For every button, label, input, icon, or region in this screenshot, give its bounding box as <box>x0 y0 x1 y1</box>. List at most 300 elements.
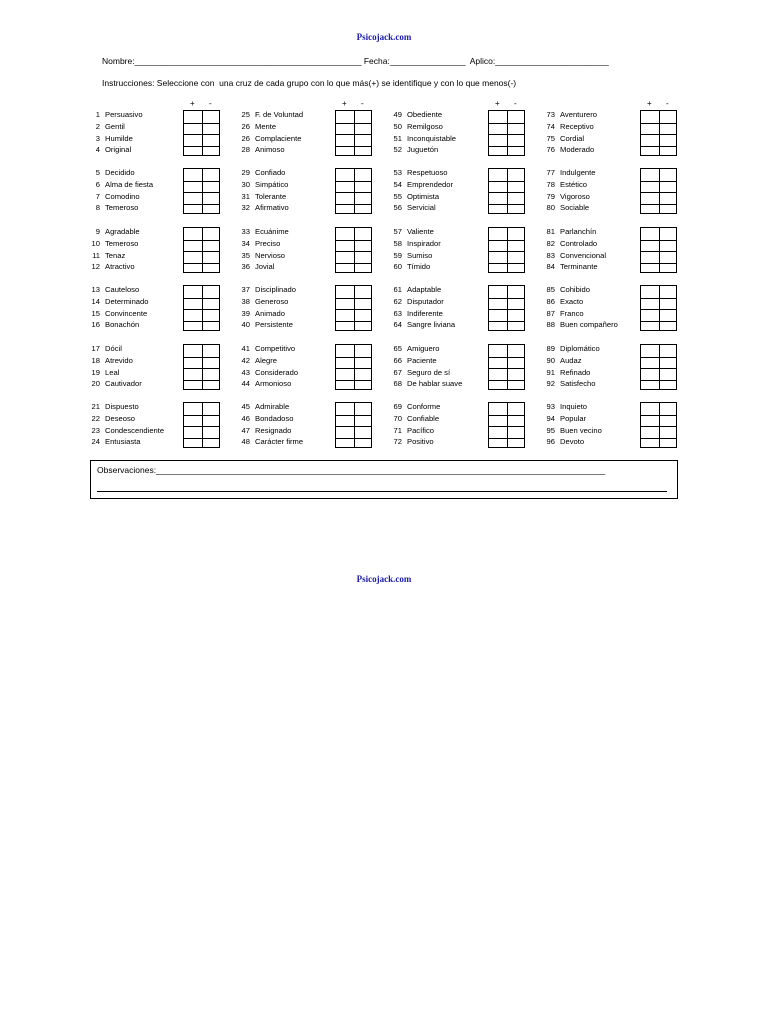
item-number: 25 <box>241 110 250 119</box>
item-number: 67 <box>393 367 402 377</box>
minus-header: - <box>209 99 212 108</box>
list-item <box>541 145 594 154</box>
item-number: 22 <box>91 413 100 423</box>
item-label: Atractivo <box>105 262 135 272</box>
checkbox-grid[interactable] <box>183 285 220 331</box>
item-number: 26 <box>241 133 250 143</box>
list-item <box>236 368 298 377</box>
list-item <box>86 309 147 318</box>
item-label: Receptivo <box>560 121 594 131</box>
item-number: 64 <box>393 320 402 330</box>
plus-header: + <box>495 99 500 108</box>
item-number: 8 <box>95 203 100 213</box>
grid-divider <box>507 111 508 155</box>
item-label: Buen vecino <box>560 425 602 435</box>
item-number: 91 <box>546 367 555 377</box>
item-number: 20 <box>91 379 100 389</box>
item-label: Diplomático <box>560 344 600 353</box>
item-label: Disciplinado <box>255 285 296 294</box>
minus-header: - <box>514 99 517 108</box>
item-label: Entusiasta <box>105 437 141 447</box>
checkbox-grid[interactable] <box>183 110 220 156</box>
list-item <box>541 297 583 306</box>
checkbox-grid[interactable] <box>640 402 677 448</box>
list-item <box>541 437 584 446</box>
list-item <box>541 309 584 318</box>
list-item <box>86 145 131 154</box>
item-label: Vigoroso <box>560 191 590 201</box>
checkbox-grid[interactable] <box>488 402 525 448</box>
item-number: 34 <box>241 238 250 248</box>
item-number: 73 <box>546 110 555 119</box>
item-number: 87 <box>546 308 555 318</box>
list-item <box>541 227 596 236</box>
grid-divider <box>184 192 219 193</box>
site-title-bottom: Psicojack.com <box>356 574 412 584</box>
checkbox-grid[interactable] <box>183 227 220 273</box>
list-item <box>388 262 430 271</box>
item-number: 32 <box>241 203 250 213</box>
item-label: Agradable <box>105 227 140 236</box>
item-label: Pacífico <box>407 425 435 435</box>
list-item <box>541 368 590 377</box>
item-number: 93 <box>546 402 555 411</box>
item-number: 15 <box>91 308 100 318</box>
observations-box <box>90 460 678 499</box>
item-label: Temeroso <box>105 203 139 213</box>
grid-divider <box>184 426 219 427</box>
grid-divider <box>202 403 203 447</box>
list-item <box>86 356 133 365</box>
item-label: Jovial <box>255 262 275 272</box>
checkbox-grid[interactable] <box>488 227 525 273</box>
list-item <box>236 320 293 329</box>
item-label: Paciente <box>407 355 437 365</box>
grid-divider <box>336 181 371 182</box>
item-label: Amiguero <box>407 344 440 353</box>
list-item <box>86 437 140 446</box>
item-number: 35 <box>241 250 250 260</box>
list-item <box>236 239 280 248</box>
list-item <box>388 426 434 435</box>
item-number: 85 <box>546 285 555 294</box>
item-label: Cordial <box>560 133 585 143</box>
list-item <box>541 203 589 212</box>
checkbox-grid[interactable] <box>640 110 677 156</box>
item-number: 36 <box>241 262 250 272</box>
item-label: Aventurero <box>560 110 598 119</box>
item-label: Complaciente <box>255 133 302 143</box>
item-number: 60 <box>393 262 402 272</box>
grid-divider <box>489 204 524 205</box>
item-label: Afirmativo <box>255 203 289 213</box>
item-number: 19 <box>91 367 100 377</box>
item-label: Comodino <box>105 191 140 201</box>
grid-divider <box>507 345 508 389</box>
list-item <box>388 145 438 154</box>
item-label: Atrevido <box>105 355 133 365</box>
item-label: Simpático <box>255 179 289 189</box>
item-label: Controlado <box>560 238 598 248</box>
item-number: 9 <box>95 227 100 236</box>
list-item <box>388 203 436 212</box>
list-item <box>86 110 143 119</box>
item-label: Refinado <box>560 367 591 377</box>
item-label: Buen compañero <box>560 320 618 330</box>
checkbox-grid[interactable] <box>488 110 525 156</box>
item-label: Tímido <box>407 262 431 272</box>
item-number: 28 <box>241 145 250 155</box>
grid-divider <box>184 134 219 135</box>
item-number: 29 <box>241 168 250 177</box>
checkbox-grid[interactable] <box>335 227 372 273</box>
grid-divider <box>184 380 219 381</box>
item-number: 62 <box>393 296 402 306</box>
list-item <box>541 414 586 423</box>
grid-divider <box>489 134 524 135</box>
item-label: Devoto <box>560 437 585 447</box>
item-label: Humilde <box>105 133 133 143</box>
item-label: Dócil <box>105 344 122 353</box>
grid-divider <box>184 321 219 322</box>
item-number: 10 <box>91 238 100 248</box>
grid-divider <box>641 251 676 252</box>
plus-header: + <box>190 99 195 108</box>
list-item <box>236 203 289 212</box>
grid-divider <box>184 368 219 369</box>
item-number: 37 <box>241 285 250 294</box>
list-item <box>388 122 443 131</box>
item-number: 14 <box>91 296 100 306</box>
list-item <box>236 110 303 119</box>
list-item <box>236 414 293 423</box>
item-label: Alegre <box>255 355 277 365</box>
item-label: Bonachón <box>105 320 140 330</box>
item-number: 84 <box>546 262 555 272</box>
item-number: 3 <box>95 133 100 143</box>
grid-divider <box>507 286 508 330</box>
grid-divider <box>336 415 371 416</box>
list-item <box>236 168 285 177</box>
grid-divider <box>184 438 219 439</box>
grid-divider <box>336 263 371 264</box>
item-number: 33 <box>241 227 250 236</box>
item-number: 55 <box>393 191 402 201</box>
item-label: Armonioso <box>255 379 292 389</box>
grid-divider <box>641 146 676 147</box>
grid-divider <box>184 251 219 252</box>
item-number: 47 <box>241 425 250 435</box>
item-label: Confiable <box>407 413 440 423</box>
item-label: Conforme <box>407 402 441 411</box>
checkbox-grid[interactable] <box>488 168 525 214</box>
item-label: Positivo <box>407 437 434 447</box>
list-item <box>388 379 462 388</box>
grid-divider <box>354 286 355 330</box>
item-number: 21 <box>91 402 100 411</box>
item-number: 16 <box>91 320 100 330</box>
item-number: 96 <box>546 437 555 447</box>
item-number: 59 <box>393 250 402 260</box>
item-number: 2 <box>95 121 100 131</box>
item-number: 74 <box>546 121 555 131</box>
list-item <box>86 262 135 271</box>
list-item <box>236 122 276 131</box>
item-label: Considerado <box>255 367 299 377</box>
grid-divider <box>336 309 371 310</box>
list-item <box>86 379 142 388</box>
checkbox-grid[interactable] <box>183 344 220 390</box>
checkbox-grid[interactable] <box>488 285 525 331</box>
grid-divider <box>489 415 524 416</box>
checkbox-grid[interactable] <box>488 344 525 390</box>
grid-divider <box>184 263 219 264</box>
item-label: Audaz <box>560 355 582 365</box>
item-number: 95 <box>546 425 555 435</box>
item-label: Estético <box>560 179 588 189</box>
item-label: Obediente <box>407 110 443 119</box>
grid-divider <box>336 251 371 252</box>
checkbox-grid[interactable] <box>335 402 372 448</box>
item-number: 86 <box>546 296 555 306</box>
list-item <box>388 297 444 306</box>
item-label: Nervioso <box>255 250 285 260</box>
item-number: 77 <box>546 168 555 177</box>
grid-divider <box>336 204 371 205</box>
grid-divider <box>489 357 524 358</box>
item-label: Animoso <box>255 145 285 155</box>
grid-divider <box>336 321 371 322</box>
grid-divider <box>489 380 524 381</box>
item-number: 79 <box>546 191 555 201</box>
grid-divider <box>641 321 676 322</box>
item-number: 11 <box>92 250 100 260</box>
checkbox-grid[interactable] <box>335 168 372 214</box>
header-fields: Nombre:________________________________________________ Fecha:________________ Aplico:________________________ <box>102 56 609 66</box>
item-label: Resignado <box>255 425 292 435</box>
item-label: Cautivador <box>105 379 142 389</box>
item-number: 40 <box>241 320 250 330</box>
item-label: Franco <box>560 308 584 318</box>
item-label: Sangre liviana <box>407 320 456 330</box>
item-number: 76 <box>546 145 555 155</box>
grid-divider <box>641 380 676 381</box>
list-item <box>541 180 587 189</box>
item-number: 50 <box>393 121 402 131</box>
grid-divider <box>489 298 524 299</box>
grid-divider <box>641 357 676 358</box>
item-number: 80 <box>546 203 555 213</box>
grid-divider <box>641 204 676 205</box>
item-label: Terminante <box>560 262 598 272</box>
list-item <box>541 285 590 294</box>
item-label: Ecuánime <box>255 227 289 236</box>
list-item <box>388 285 441 294</box>
item-number: 39 <box>241 308 250 318</box>
item-number: 43 <box>241 367 250 377</box>
item-label: Disputador <box>407 296 444 306</box>
item-label: Convincente <box>105 308 148 318</box>
item-label: Tolerante <box>255 191 287 201</box>
item-label: Mente <box>255 121 277 131</box>
item-number: 54 <box>393 179 402 189</box>
item-label: Persistente <box>255 320 293 330</box>
grid-divider <box>489 181 524 182</box>
site-title-top: Psicojack.com <box>356 32 412 42</box>
list-item <box>236 285 296 294</box>
item-number: 63 <box>393 308 402 318</box>
grid-divider <box>659 169 660 213</box>
item-label: Adaptable <box>407 285 442 294</box>
grid-divider <box>641 415 676 416</box>
item-number: 75 <box>546 133 555 143</box>
item-label: Respetuoso <box>407 168 448 177</box>
list-item <box>236 134 301 143</box>
grid-divider <box>489 426 524 427</box>
item-label: Temeroso <box>105 238 139 248</box>
checkbox-grid[interactable] <box>335 344 372 390</box>
item-number: 82 <box>546 238 555 248</box>
item-label: Parlanchín <box>560 227 597 236</box>
item-number: 90 <box>546 355 555 365</box>
list-item <box>86 203 138 212</box>
list-item <box>236 356 277 365</box>
list-item <box>86 192 140 201</box>
item-number: 89 <box>546 344 555 353</box>
checkbox-grid[interactable] <box>183 168 220 214</box>
list-item <box>541 168 595 177</box>
grid-divider <box>354 345 355 389</box>
item-label: Leal <box>105 367 120 377</box>
item-label: Dispuesto <box>105 402 139 411</box>
grid-divider <box>641 368 676 369</box>
item-label: Carácter firme <box>255 437 304 447</box>
list-item <box>236 180 288 189</box>
item-number: 57 <box>393 227 402 236</box>
list-item <box>86 402 139 411</box>
list-item <box>388 227 434 236</box>
item-number: 12 <box>91 262 100 272</box>
item-label: Decidido <box>105 168 135 177</box>
item-number: 17 <box>91 344 100 353</box>
list-item <box>236 426 291 435</box>
grid-divider <box>507 403 508 447</box>
list-item <box>388 110 442 119</box>
item-label: Determinado <box>105 296 149 306</box>
grid-divider <box>641 426 676 427</box>
checkbox-grid[interactable] <box>640 344 677 390</box>
minus-header: - <box>361 99 364 108</box>
checkbox-grid[interactable] <box>335 285 372 331</box>
list-item <box>388 414 439 423</box>
list-item <box>86 180 153 189</box>
checkbox-grid[interactable] <box>640 168 677 214</box>
item-label: Alma de fiesta <box>105 179 154 189</box>
item-number: 71 <box>393 425 402 435</box>
list-item <box>86 251 125 260</box>
item-number: 88 <box>546 320 555 330</box>
grid-divider <box>489 321 524 322</box>
item-number: 41 <box>241 344 250 353</box>
grid-divider <box>489 192 524 193</box>
list-item <box>86 368 119 377</box>
item-label: Confiado <box>255 168 286 177</box>
list-item <box>541 402 587 411</box>
item-number: 94 <box>546 413 555 423</box>
item-number: 46 <box>241 413 250 423</box>
checkbox-grid[interactable] <box>640 285 677 331</box>
plus-header: + <box>647 99 652 108</box>
grid-divider <box>641 309 676 310</box>
grid-divider <box>184 204 219 205</box>
list-item <box>86 414 135 423</box>
checkbox-grid[interactable] <box>183 402 220 448</box>
grid-divider <box>659 228 660 272</box>
grid-divider <box>184 123 219 124</box>
item-label: Animado <box>255 308 285 318</box>
grid-divider <box>354 111 355 155</box>
item-number: 23 <box>91 425 100 435</box>
grid-divider <box>336 192 371 193</box>
grid-divider <box>354 169 355 213</box>
list-item <box>86 344 122 353</box>
grid-divider <box>489 438 524 439</box>
item-number: 70 <box>393 413 402 423</box>
list-item <box>388 239 441 248</box>
item-number: 48 <box>241 437 250 447</box>
item-label: De hablar suave <box>407 379 463 389</box>
item-label: Indulgente <box>560 168 596 177</box>
item-number: 26 <box>241 121 250 131</box>
grid-divider <box>336 380 371 381</box>
list-item <box>236 262 274 271</box>
item-number: 58 <box>393 238 402 248</box>
item-label: Admirable <box>255 402 290 411</box>
grid-divider <box>641 438 676 439</box>
list-item <box>388 402 440 411</box>
item-label: Sumiso <box>407 250 433 260</box>
grid-divider <box>489 251 524 252</box>
checkbox-grid[interactable] <box>640 227 677 273</box>
item-label: Preciso <box>255 238 281 248</box>
item-label: Indiferente <box>407 308 443 318</box>
list-item <box>388 192 439 201</box>
item-label: Juguetón <box>407 145 439 155</box>
list-item <box>236 309 285 318</box>
item-label: Popular <box>560 413 587 423</box>
list-item <box>541 239 597 248</box>
list-item <box>236 437 303 446</box>
observations-label: Observaciones:_______________________________________________________________________________________________ <box>97 465 606 475</box>
item-label: Remilgoso <box>407 121 443 131</box>
grid-divider <box>336 298 371 299</box>
grid-divider <box>641 181 676 182</box>
list-item <box>236 379 291 388</box>
grid-divider <box>184 415 219 416</box>
grid-divider <box>184 240 219 241</box>
checkbox-grid[interactable] <box>335 110 372 156</box>
item-label: Convencional <box>560 250 607 260</box>
item-label: Emprendedor <box>407 179 454 189</box>
grid-divider <box>489 368 524 369</box>
grid-divider <box>336 368 371 369</box>
list-item <box>388 309 443 318</box>
grid-divider <box>336 146 371 147</box>
grid-divider <box>659 111 660 155</box>
grid-divider <box>489 263 524 264</box>
grid-divider <box>336 438 371 439</box>
list-item <box>86 134 133 143</box>
